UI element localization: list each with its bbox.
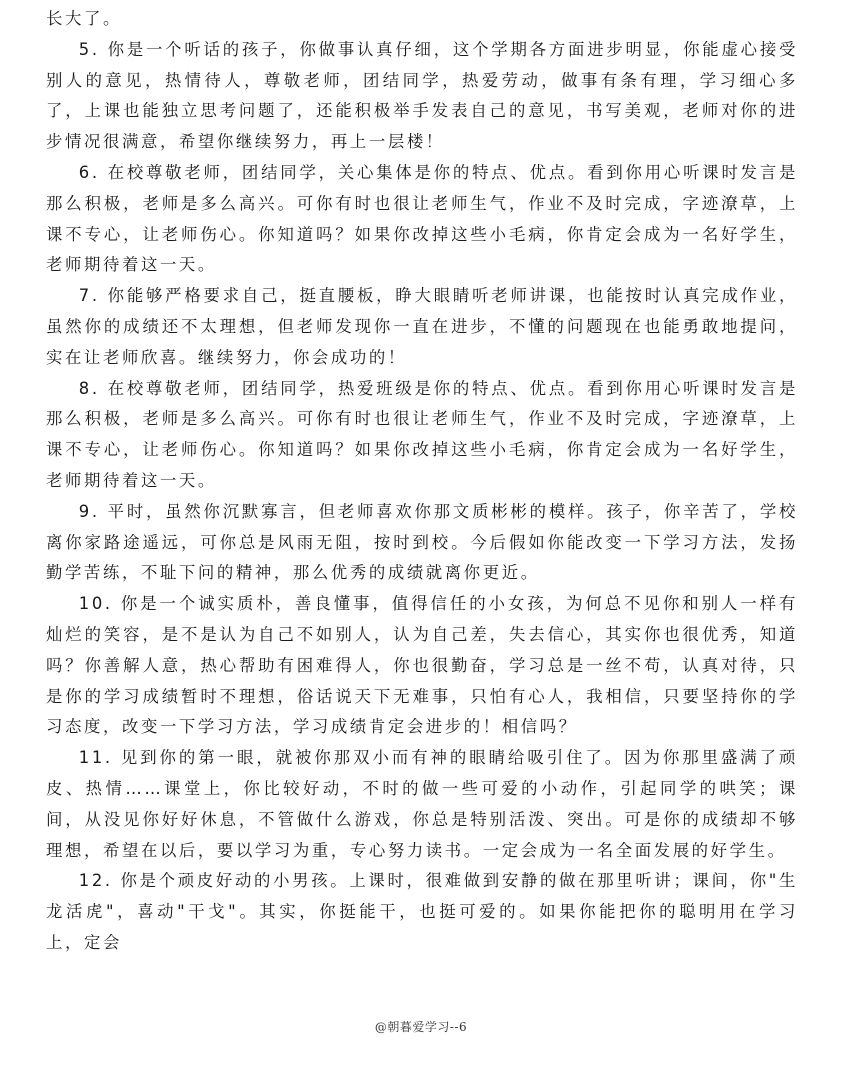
paragraph-6: 6. 在校尊敬老师，团结同学，关心集体是你的特点、优点。看到你用心听课时发言是那么积极，老师是多么高兴。可你有时也很让老师生气，作业不及时完成，字迹潦草，上课不专心，让老师伤心。你知道吗？如果你改掉这些小毛病，你肯定会成为一名好学生，老师期待着这一天。 xyxy=(46,162,798,275)
paragraph-10: 10. 你是一个诚实质朴，善良懂事，值得信任的小女孩，为何总不见你和别人一样有灿烂的笑容，是不是认为自己不如别人，认为自己差，失去信心，其实你也很优秀，知道吗？你善解人意，热心帮助有困难得人，你也很勤奋，学习总是一丝不苟，认真对待，只是你的学习成绩暂时不理想，俗话说天下无难事，只怕有心人，我相信，只要坚持你的学习态度，改变一下学习方法，学习成绩肯定会进步的！相信吗？ xyxy=(46,594,798,737)
paragraph-5: 5. 你是一个听话的孩子，你做事认真仔细，这个学期各方面进步明显，你能虚心接受别人的意见，热情待人，尊敬老师，团结同学，热爱劳动，做事有条有理，学习细心多了，上课也能独立思考问题了，还能积极举手发表自己的意见，书写美观，老师对你的进步情况很满意，希望你继续努力，再上一层楼！ xyxy=(46,39,798,152)
page-footer-watermark: @朝暮爱学习--6 xyxy=(374,1020,468,1034)
comment-text-body xyxy=(46,4,798,959)
paragraph-11: 11. 见到你的第一眼，就被你那双小而有神的眼睛给吸引住了。因为你那里盛满了顽皮、热情……课堂上，你比较好动，不时的做一些可爱的小动作，引起同学的哄笑；课间，从没见你好好休息，不管做什么游戏，你总是特别活泼、突出。可是你的成绩却不够理想，希望在以后，要以学习为重，专心努力读书。一定会成为一名全面发展的好学生。 xyxy=(46,748,798,860)
paragraph-9: 9. 平时，虽然你沉默寡言，但老师喜欢你那文质彬彬的模样。孩子，你辛苦了，学校离你家路途遥远，可你总是风雨无阻，按时到校。今后假如你能改变一下学习方法，发扬勤学苦练，不耻下问的精神，那么优秀的成绩就离你更近。 xyxy=(46,501,798,583)
paragraph-12: 12. 你是个顽皮好动的小男孩。上课时，很难做到安静的做在那里听讲；课间，你"生龙活虎"，喜动"干戈"。其实，你挺能干，也挺可爱的。如果你能把你的聪明用在学习上，定会 xyxy=(46,871,798,952)
paragraph-8: 8. 在校尊敬老师，团结同学，热爱班级是你的特点、优点。看到你用心听课时发言是那么积极，老师是多么高兴。可你有时也很让老师生气，作业不及时完成，字迹潦草，上课不专心，让老师伤心。你知道吗？如果你改掉这些小毛病，你肯定会成为一名好学生，老师期待着这一天。 xyxy=(46,378,798,490)
paragraph-7: 7. 你能够严格要求自己，挺直腰板，睁大眼睛听老师讲课，也能按时认真完成作业，虽然你的成绩还不太理想，但老师发现你一直在进步，不懂的问题现在也能勇敢地提问，实在让老师欣喜。继续努力，你会成功的！ xyxy=(46,286,798,367)
paragraph-4-continuation: 长大了。 xyxy=(46,9,122,28)
